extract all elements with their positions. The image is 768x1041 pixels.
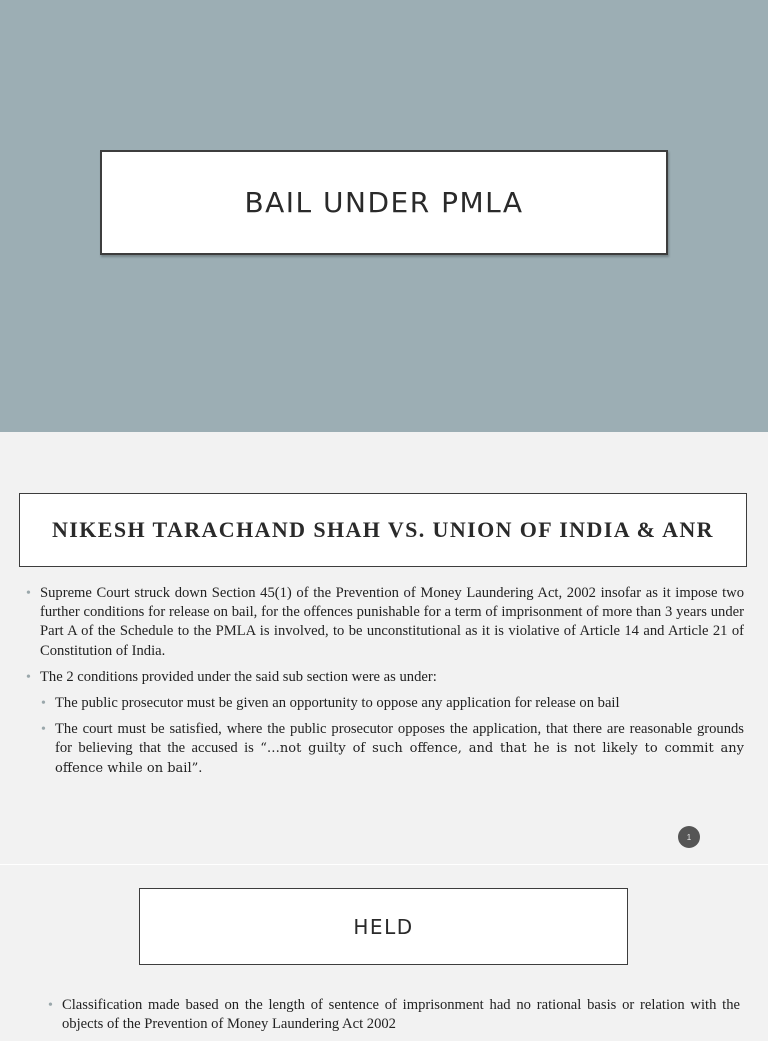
sub-list-item: • The public prosecutor must be given an opportunity to oppose any application for release on bail (41, 694, 744, 713)
held-slide (0, 865, 768, 1033)
page-number-badge: 1 (678, 826, 700, 848)
list-item: • Supreme Court struck down Section 45(1) of the Prevention of Money Laundering Act, 2002 insofar as it impose two further conditions for release on bail, for the offences punishable for a term of imprisonment of more than 3 years under Part A of the Schedule to the PMLA is involved, to be unconstitutional as it is violative of Article 14 and Article 21 of Constitution of India. (26, 584, 744, 661)
title-box (100, 150, 668, 255)
case-bullet-list (26, 584, 744, 785)
case-heading: NIKESH TARACHAND SHAH VS. UNION OF INDIA & ANR (52, 517, 714, 542)
held-heading: HELD (353, 914, 414, 939)
list-item: • The 2 conditions provided under the said sub section were as under: (26, 668, 744, 687)
slide-title: BAIL UNDER PMLA (244, 186, 524, 219)
sub-item-lead: The court must be satisfied, where the public prosecutor opposes the application, that there are reasonable grounds for believing that the accused is (55, 721, 744, 757)
sub-list-item (41, 720, 744, 778)
held-bullet-list (48, 996, 740, 1041)
case-heading-box (19, 493, 747, 567)
sub-item-quote: “…not guilty of such offence, and that he is not likely to commit any offence while on bail”. (55, 741, 745, 776)
held-heading-box (139, 888, 628, 965)
title-slide (0, 0, 768, 432)
list-item: • Classification made based on the length of sentence of imprisonment had no rational basis or relation with the objects of the Prevention of Money Laundering Act 2002 (48, 996, 740, 1034)
case-slide (0, 432, 768, 864)
